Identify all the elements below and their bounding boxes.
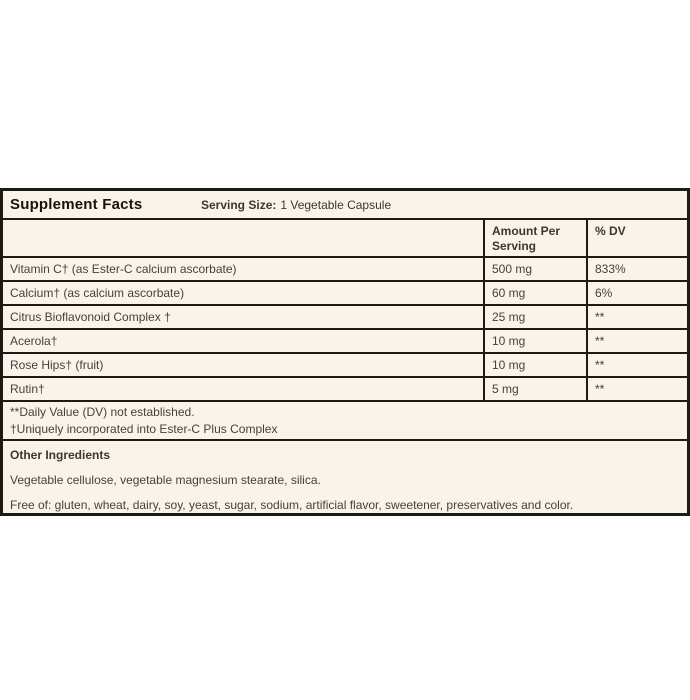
ingredient-dv: 6% xyxy=(586,282,687,304)
ingredient-amount: 10 mg xyxy=(483,330,586,352)
ingredient-name: Rose Hips† (fruit) xyxy=(10,358,104,372)
ingredient-amount: 5 mg xyxy=(483,378,586,400)
ingredient-amount: 60 mg xyxy=(483,282,586,304)
table-row xyxy=(3,376,687,400)
ingredient-amount: 500 mg xyxy=(483,258,586,280)
ingredient-dv: ** xyxy=(586,354,687,376)
ingredient-amount: 10 mg xyxy=(483,354,586,376)
other-ingredients-list: Vegetable cellulose, vegetable magnesium stearate, silica. xyxy=(10,473,321,487)
header-percent-dv: % DV xyxy=(586,220,687,256)
panel-title-row xyxy=(3,191,687,218)
ingredient-dv: ** xyxy=(586,306,687,328)
column-header-row xyxy=(3,218,687,256)
header-ingredient-spacer xyxy=(3,220,483,256)
table-row xyxy=(3,328,687,352)
footnote-dagger: †Uniquely incorporated into Ester-C Plus Complex xyxy=(10,422,278,436)
ingredient-dv: ** xyxy=(586,378,687,400)
free-of-statement: Free of: gluten, wheat, dairy, soy, yeast, sugar, sodium, artificial flavor, sweetener, preservatives and color. xyxy=(10,498,574,512)
panel-title: Supplement Facts xyxy=(10,196,143,213)
supplement-facts-panel xyxy=(0,188,690,516)
table-row xyxy=(3,256,687,280)
serving-size xyxy=(201,198,391,212)
ingredient-name: Rutin† xyxy=(10,382,45,396)
table-row xyxy=(3,280,687,304)
ingredient-name: Calcium† (as calcium ascorbate) xyxy=(10,286,185,300)
table-row xyxy=(3,352,687,376)
ingredient-name: Acerola† xyxy=(10,334,58,348)
ingredient-amount: 25 mg xyxy=(483,306,586,328)
footnotes xyxy=(3,400,687,439)
footnote-dv: **Daily Value (DV) not established. xyxy=(10,405,195,419)
table-row xyxy=(3,304,687,328)
serving-size-label: Serving Size: xyxy=(201,197,277,212)
other-ingredients-section xyxy=(3,439,687,513)
ingredient-dv: ** xyxy=(586,330,687,352)
header-amount-per-serving: Amount Per Serving xyxy=(483,220,586,256)
serving-size-value: 1 Vegetable Capsule xyxy=(280,197,392,212)
ingredient-name: Vitamin C† (as Ester-C calcium ascorbate) xyxy=(10,262,237,276)
ingredient-dv: 833% xyxy=(586,258,687,280)
other-ingredients-heading: Other Ingredients xyxy=(10,448,111,462)
ingredient-name: Citrus Bioflavonoid Complex † xyxy=(10,310,171,324)
